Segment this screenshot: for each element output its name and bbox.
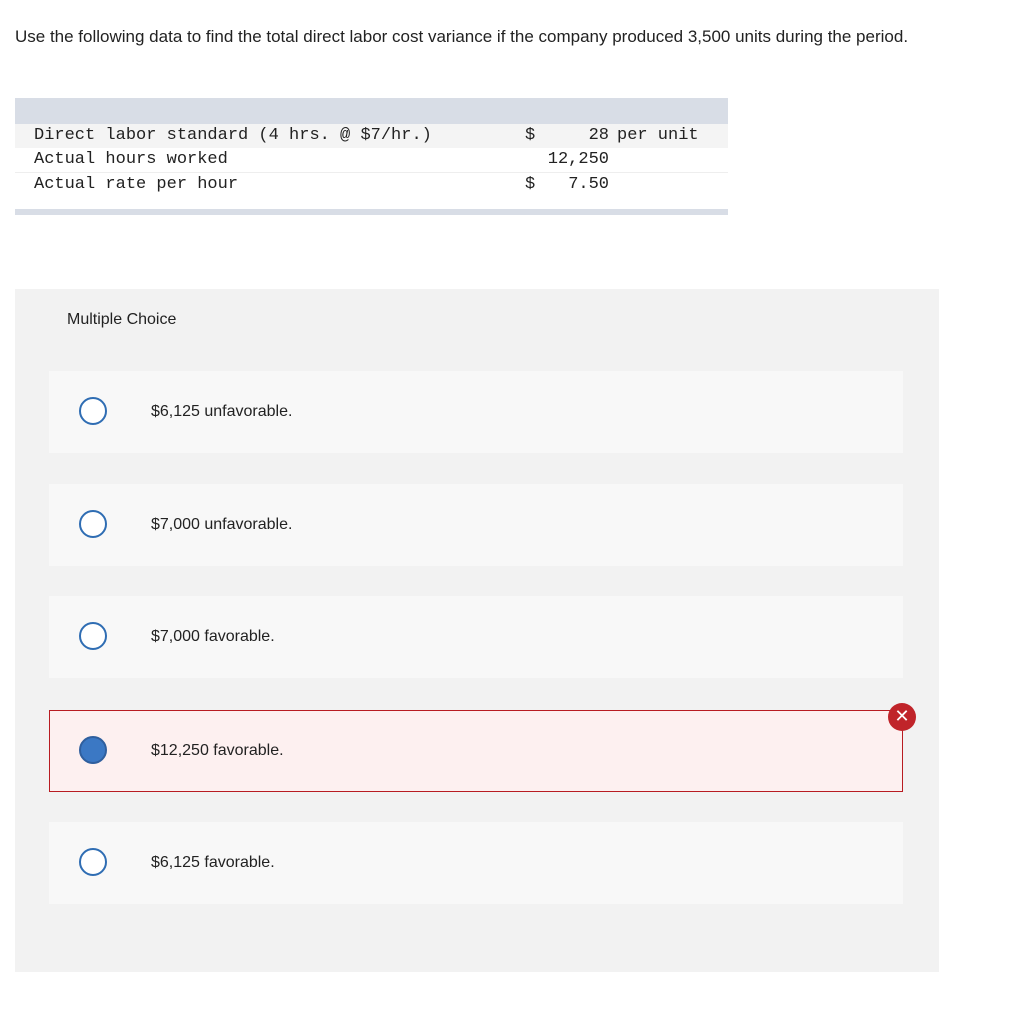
- radio-button[interactable]: [79, 848, 107, 876]
- radio-button[interactable]: [79, 397, 107, 425]
- answer-option[interactable]: [49, 484, 903, 566]
- data-table: [15, 98, 728, 215]
- multiple-choice-title: Multiple Choice: [67, 311, 177, 328]
- row-currency: $: [525, 175, 536, 194]
- row-label: Direct labor standard (4 hrs. @ $7/hr.): [34, 126, 432, 145]
- row-currency: $: [525, 126, 536, 145]
- option-label: $12,250 favorable.: [151, 742, 284, 759]
- table-row: [15, 124, 728, 148]
- table-footer-bar: [15, 209, 728, 215]
- x-circle-icon: ✕: [888, 703, 916, 731]
- answer-option[interactable]: [49, 371, 903, 453]
- radio-button[interactable]: [79, 510, 107, 538]
- row-value: 12,250: [547, 150, 609, 169]
- option-label: $6,125 favorable.: [151, 854, 275, 871]
- row-label: Actual hours worked: [34, 150, 228, 169]
- answer-option[interactable]: [49, 596, 903, 678]
- answer-option-selected[interactable]: [49, 706, 910, 792]
- table-header-bar: [15, 98, 728, 124]
- table-row: [15, 148, 728, 172]
- option-label: $6,125 unfavorable.: [151, 403, 293, 420]
- radio-button-selected[interactable]: [79, 736, 107, 764]
- row-value: 28: [588, 126, 609, 145]
- answer-option[interactable]: [49, 822, 903, 904]
- table-row: [15, 173, 728, 197]
- option-label: $7,000 favorable.: [151, 628, 275, 645]
- row-label: Actual rate per hour: [34, 175, 239, 194]
- question-text: Use the following data to find the total direct labor cost variance if the company produced 3,500 units during the period.: [15, 27, 909, 46]
- multiple-choice-panel: [15, 289, 939, 972]
- option-label: $7,000 unfavorable.: [151, 516, 293, 533]
- row-value: 7.50: [568, 175, 609, 194]
- radio-button[interactable]: [79, 622, 107, 650]
- row-unit: per unit: [617, 126, 699, 145]
